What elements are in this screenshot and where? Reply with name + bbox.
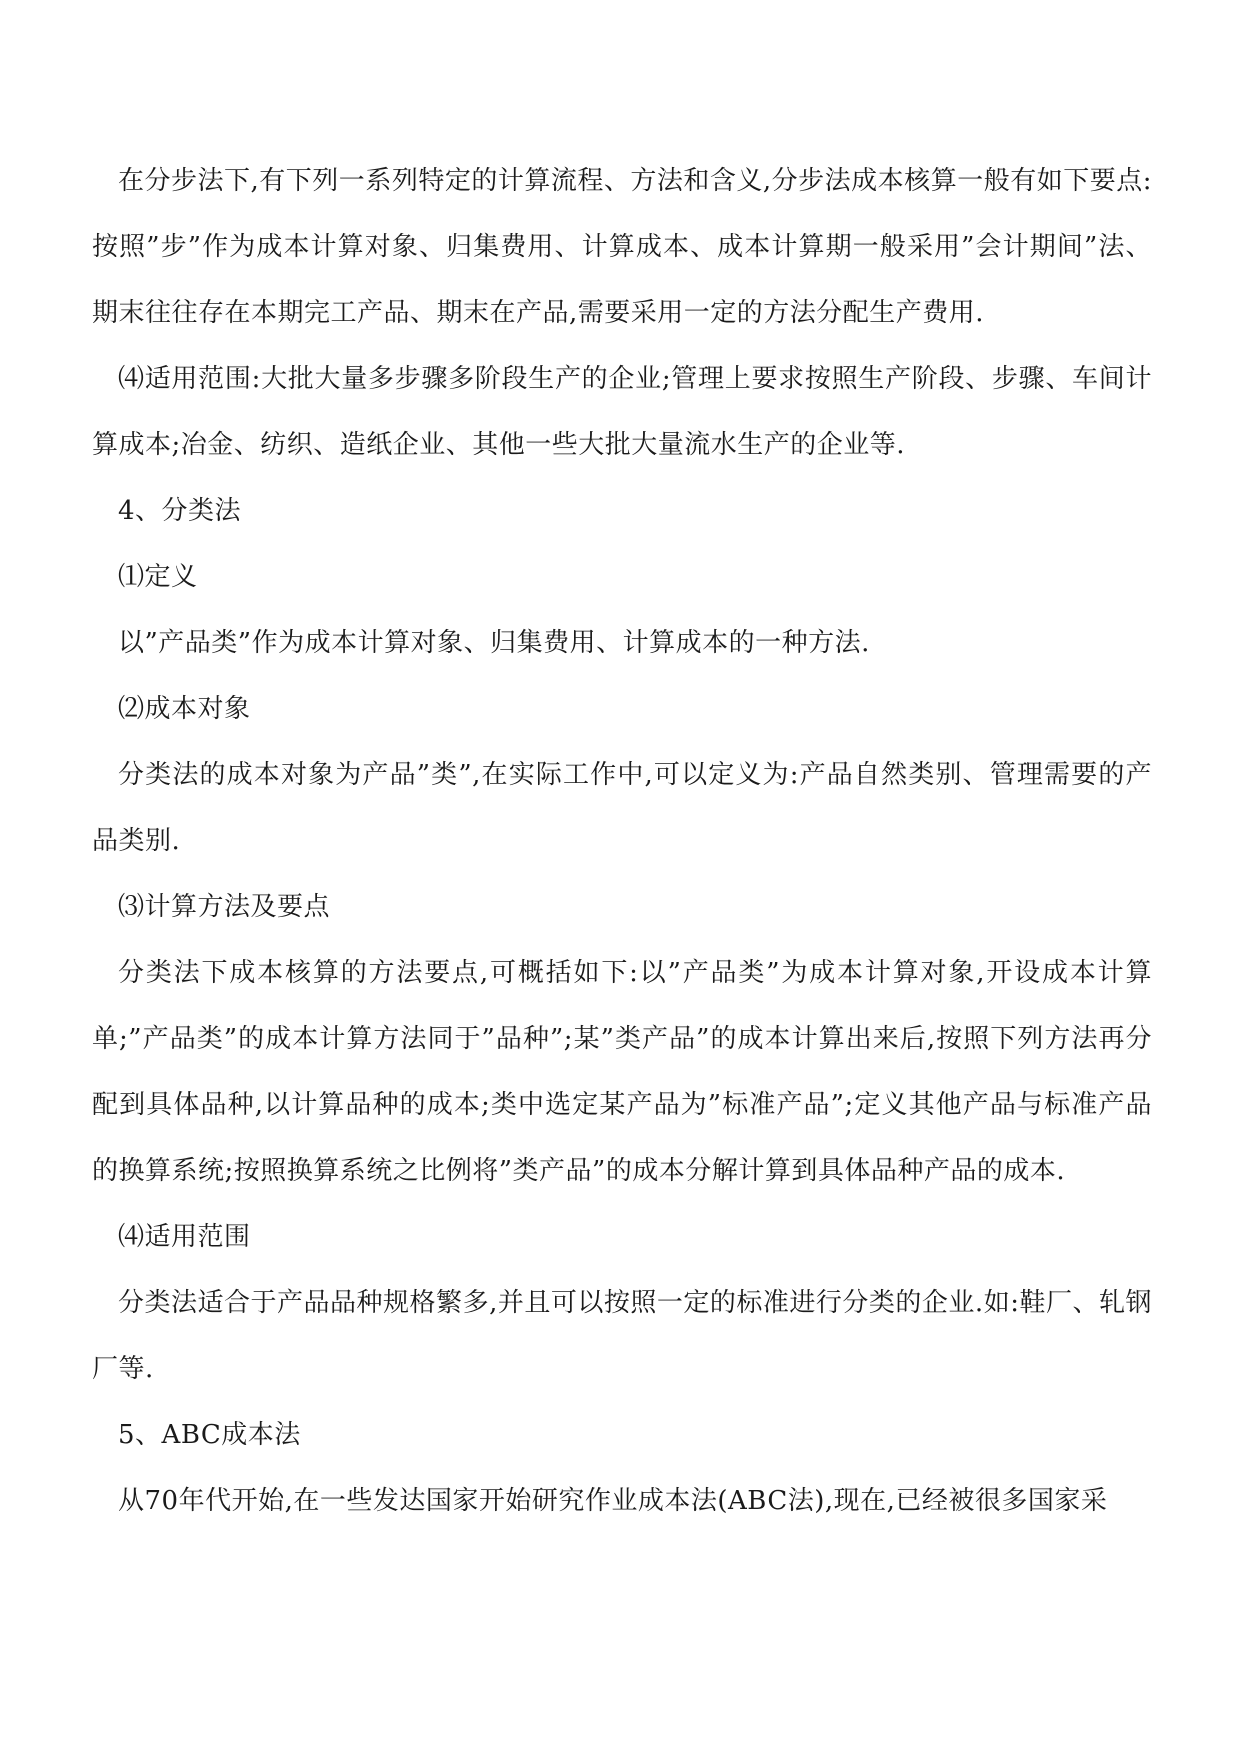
paragraph-calculation-method: 分类法下成本核算的方法要点,可概括如下:以”产品类”为成本计算对象,开设成本计算单;”产品类”的成本计算方法同于”品种”;某”类产品”的成本计算出来后,按照下列方法再分配到具体品种,以计算品种的成本;类中选定某产品为”标准产品”;定义其他产品与标准产品的换算系统;按照换算系统之比例将”类产品”的成本分解计算到具体品种产品的成本. bbox=[92, 958, 1152, 1186]
paragraph-cost-object: 分类法的成本对象为产品”类”,在实际工作中,可以定义为:产品自然类别、管理需要的产品类别. bbox=[92, 760, 1152, 856]
subheading-scope: ⑷适用范围 bbox=[118, 1222, 251, 1252]
paragraph-step-method-summary: 在分步法下,有下列一系列特定的计算流程、方法和含义,分步法成本核算一般有如下要点:按照”步”作为成本计算对象、归集费用、计算成本、成本计算期一般采用”会计期间”法、期末往往存在本期完工产品、期末在产品,需要采用一定的方法分配生产费用. bbox=[92, 166, 1152, 328]
section-heading-classification-method: 4、分类法 bbox=[118, 496, 242, 526]
paragraph-scope: 分类法适合于产品品种规格繁多,并且可以按照一定的标准进行分类的企业.如:鞋厂、轧钢厂等. bbox=[92, 1288, 1152, 1384]
subheading-definition: ⑴定义 bbox=[118, 562, 198, 592]
section-heading-abc-method: 5、ABC成本法 bbox=[118, 1420, 301, 1450]
paragraph-definition: 以”产品类”作为成本计算对象、归集费用、计算成本的一种方法. bbox=[118, 628, 870, 658]
subheading-calculation-method: ⑶计算方法及要点 bbox=[118, 892, 331, 922]
subheading-cost-object: ⑵成本对象 bbox=[118, 694, 251, 724]
document-body bbox=[92, 148, 1152, 1534]
paragraph-step-method-scope: ⑷适用范围:大批大量多步骤多阶段生产的企业;管理上要求按照生产阶段、步骤、车间计算成本;冶金、纺织、造纸企业、其他一些大批大量流水生产的企业等. bbox=[92, 364, 1152, 460]
paragraph-abc-intro: 从70年代开始,在一些发达国家开始研究作业成本法(ABC法),现在,已经被很多国家采 bbox=[118, 1486, 1108, 1516]
